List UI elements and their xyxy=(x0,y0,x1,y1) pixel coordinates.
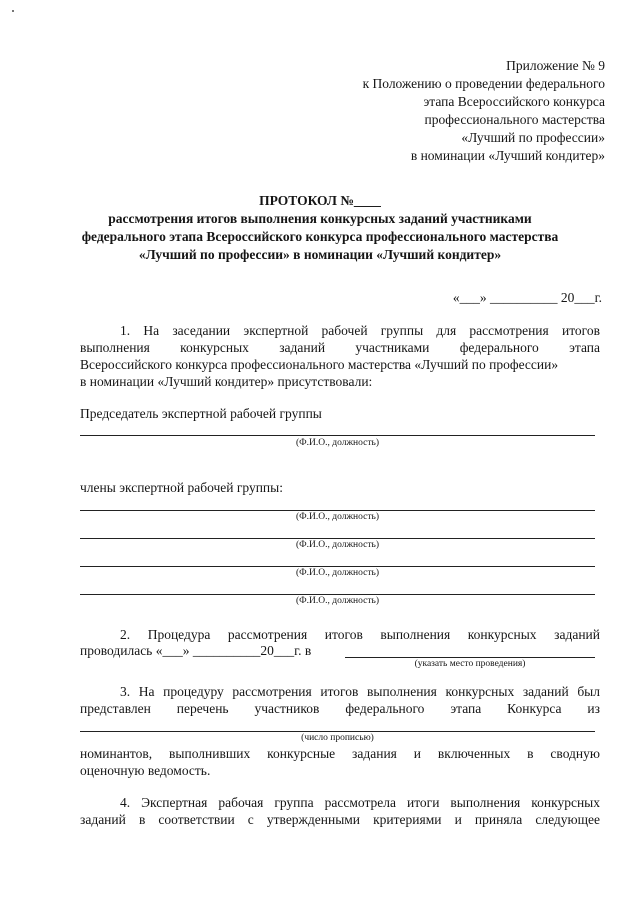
fio-caption: (Ф.И.О., должность) xyxy=(296,568,379,578)
fio-caption: (Ф.И.О., должность) xyxy=(296,512,379,522)
member-signature-line xyxy=(80,594,595,595)
appendix-line: к Положению о проведении федерального xyxy=(362,76,605,91)
protocol-date: «___» __________ 20___г. xyxy=(452,290,602,305)
paragraph-line: представлен перечень участников федерального этапа Конкурса из xyxy=(80,701,600,716)
appendix-line: «Лучший по профессии» xyxy=(461,130,605,145)
members-label: члены экспертной рабочей группы: xyxy=(80,480,283,495)
appendix-line: в номинации «Лучший кондитер» xyxy=(410,148,605,163)
title-line: федерального этапа Всероссийского конкурса профессионального мастерства xyxy=(81,229,559,244)
venue-caption: (указать место проведения) xyxy=(414,659,526,669)
appendix-line: этапа Всероссийского конкурса xyxy=(423,94,605,109)
paragraph-line: Всероссийского конкурса профессионального мастерства «Лучший по профессии» xyxy=(80,357,559,372)
appendix-line: профессионального мастерства xyxy=(424,112,605,127)
fio-caption: (Ф.И.О., должность) xyxy=(296,438,379,448)
venue-line xyxy=(345,657,595,658)
paragraph-line: заданий в соответствии с утвержденными критериями и приняла следующее xyxy=(80,812,600,827)
count-line xyxy=(80,731,595,732)
title-line: «Лучший по профессии» в номинации «Лучший кондитер» xyxy=(138,247,502,262)
paragraph-line: 1. На заседании экспертной рабочей группы для рассмотрения итогов xyxy=(120,323,600,338)
paragraph-line: 2. Процедура рассмотрения итогов выполнения конкурсных заданий xyxy=(120,627,600,642)
paragraph-line: в номинации «Лучший кондитер» присутствовали: xyxy=(80,374,373,389)
paragraph-line: оценочную ведомость. xyxy=(80,763,211,778)
paragraph-line: 3. На процедуру рассмотрения итогов выполнения конкурсных заданий был xyxy=(120,684,600,699)
chair-label: Председатель экспертной рабочей группы xyxy=(80,406,322,421)
title-protocol-number: ПРОТОКОЛ №____ xyxy=(259,193,381,208)
paragraph-line: проводилась «___» __________20___г. в xyxy=(80,643,312,658)
chair-signature-line xyxy=(80,435,595,436)
fio-caption: (Ф.И.О., должность) xyxy=(296,596,379,606)
appendix-number: Приложение № 9 xyxy=(506,58,605,73)
fio-caption: (Ф.И.О., должность) xyxy=(296,540,379,550)
title-line: рассмотрения итогов выполнения конкурсных заданий участниками xyxy=(108,211,532,226)
paragraph-line: выполнения конкурсных заданий участниками федерального этапа xyxy=(80,340,600,355)
member-signature-line xyxy=(80,538,595,539)
paragraph-line: 4. Экспертная рабочая группа рассмотрела итоги выполнения конкурсных xyxy=(120,795,600,810)
scan-dot xyxy=(12,10,14,12)
member-signature-line xyxy=(80,566,595,567)
count-caption: (число прописью) xyxy=(301,733,374,743)
paragraph-line: номинантов, выполнивших конкурсные задания и включенных в сводную xyxy=(80,746,600,761)
member-signature-line xyxy=(80,510,595,511)
